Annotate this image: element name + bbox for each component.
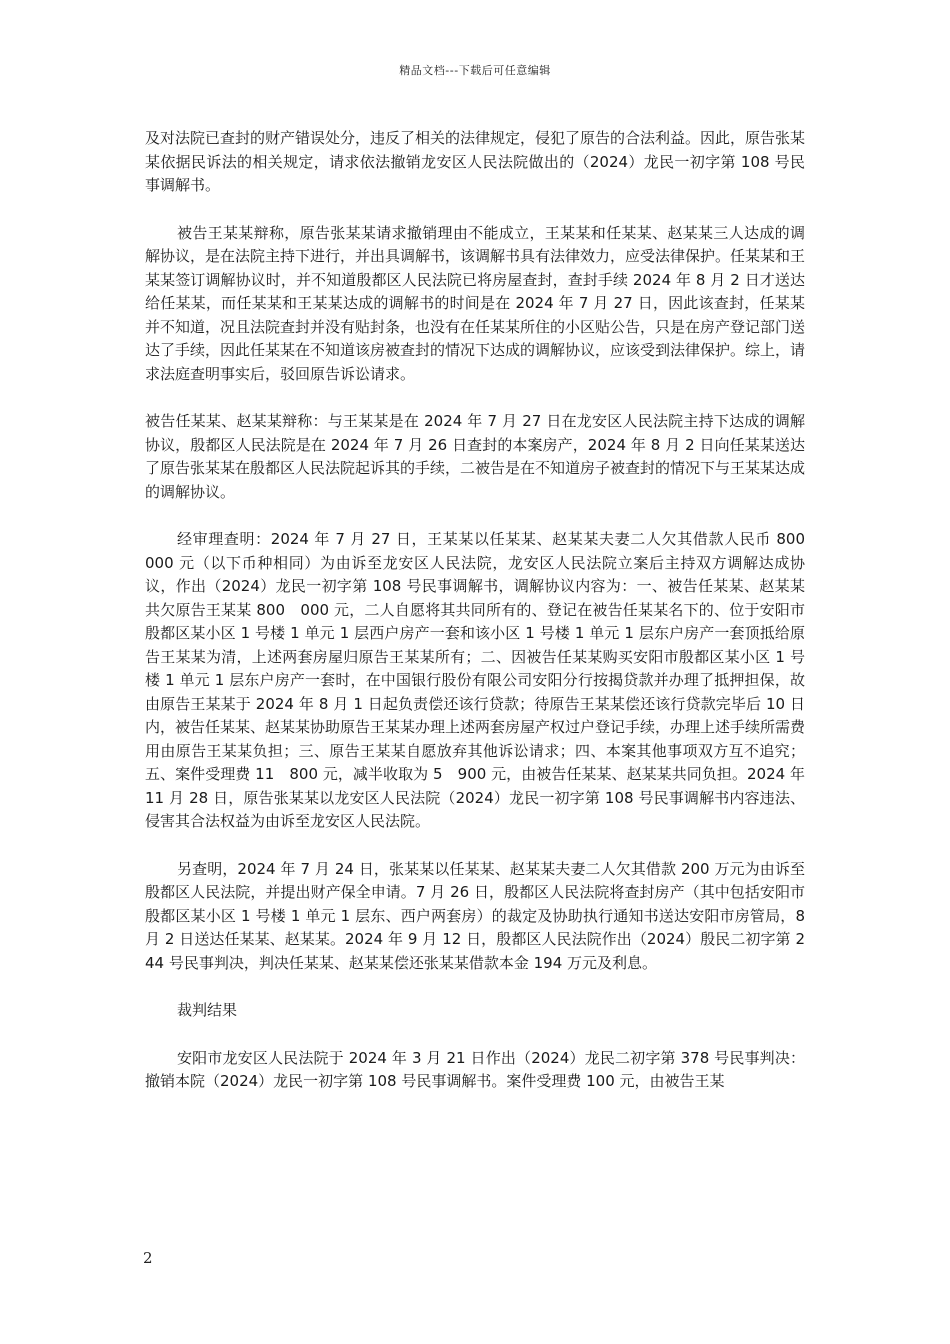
paragraph-facts-found: 经审理查明：2024 年 7 月 27 日，王某某以任某某、赵某某夫妻二人欠其借款人民币 800 000 元（以下币种相同）为由诉至龙安区人民法院，龙安区人民法院立案后主持双方调解达成协议，作出（2024）龙民一初字第 108 号民事调解书，调解协议内容为：一、被告任某某、赵某某共欠原告王某某 800 000 元，二人自愿将其共同所有的、登记在被告任某某名下的、位于安阳市殷都区某小区 1 号楼 1 单元 1 层西户房产一套和该小区 1 号楼 1 单元 1 层东户房产一套顶抵给原告王某某为清，上述两套房屋归原告王某某所有；二、因被告任某某购买安阳市殷都区某小区 1 号楼 1 单元 1 层东户房产一套时，在中国银行股份有限公司安阳分行按揭贷款并办理了抵押担保，故由原告王某某于 2024 年 8 月 1 日起负责偿还该行贷款；待原告王某某偿还该行贷款完毕后 10 日内，被告任某某、赵某某协助原告王某某办理上述两套房屋产权过户登记手续，办理上述手续所需费用由原告王某某负担；三、原告王某某自愿放弃其他诉讼请求；四、本案其他事项双方互不追究；五、案件受理费 11 800 元，减半收取为 5 900 元，由被告任某某、赵某某共同负担。2024 年 11 月 28 日，原告张某某以龙安区人民法院（2024）龙民一初字第 108 号民事调解书内容违法、侵害其合法权益为由诉至龙安区人民法院。 <box>145 530 821 830</box>
page-header: 精品文档---下载后可任意编辑 <box>399 64 551 77</box>
section-heading-judgment-result: 裁判结果 <box>177 1001 238 1019</box>
paragraph-defendants-ren-zhao-defense: 被告任某某、赵某某辩称：与王某某是在 2024 年 7 月 27 日在龙安区人民法院主持下达成的调解协议，殷都区人民法院是在 2024 年 7 月 26 日查封的本案房产，2024 年 8 月 2 日向任某某送达了原告张某某在殷都区人民法院起诉其的手续，二被告是在不知道房子被查封的情况下与王某某达成的调解协议。 <box>145 412 806 501</box>
paragraph-defendant-wang-defense: 被告王某某辩称，原告张某某请求撤销理由不能成立，王某某和任某某、赵某某三人达成的调解协议，是在法院主持下进行，并出具调解书，该调解书具有法律效力，应受法律保护。任某某和王某某签订调解协议时，并不知道殷都区人民法院已将房屋查封，查封手续 2024 年 8 月 2 日才送达给任某某，而任某某和王某某达成的调解书的时间是在 2024 年 7 月 27 日，因此该查封，任某某并不知道，况且法院查封并没有贴封条，也没有在任某某所住的小区贴公告，只是在房产登记部门送达了手续，因此任某某在不知道该房被查封的情况下达成的调解协议，应该受到法律保护。综上，请求法庭查明事实后，驳回原告诉讼请求。 <box>145 223 806 383</box>
document-body <box>145 127 821 1118</box>
page-number: 2 <box>143 1249 153 1267</box>
paragraph-judgment: 安阳市龙安区人民法院于 2024 年 3 月 21 日作出（2024）龙民二初字第 378 号民事判决：撤销本院（2024）龙民一初字第 108 号民事调解书。案件受理费 100 元，由被告王某 <box>145 1048 805 1090</box>
paragraph-further-facts: 另查明，2024 年 7 月 24 日，张某某以任某某、赵某某夫妻二人欠其借款 200 万元为由诉至殷都区人民法院，并提出财产保全申请。7 月 26 日，殷都区人民法院将查封房产（其中包括安阳市殷都区某小区 1 号楼 1 单元 1 层东、西户两套房）的裁定及协助执行通知书送达安阳市房管局，8 月 2 日送达任某某、赵某某。2024 年 9 月 12 日，殷都区人民法院作出（2024）殷民二初字第 244 号民事判决，判决任某某、赵某某偿还张某某借款本金 194 万元及利息。 <box>145 859 805 972</box>
paragraph-plaintiff-claim: 及对法院已查封的财产错误处分，违反了相关的法律规定，侵犯了原告的合法利益。因此，原告张某某依据民诉法的相关规定，请求依法撤销龙安区人民法院做出的（2024）龙民一初字第 108 号民事调解书。 <box>145 129 806 194</box>
